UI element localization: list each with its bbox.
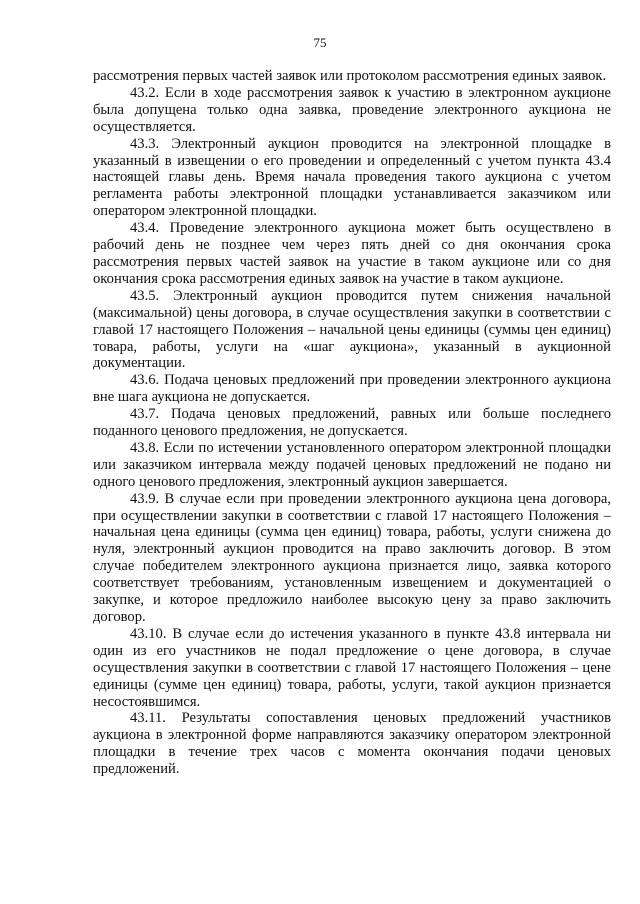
- paragraph-43-3: 43.3. Электронный аукцион проводится на электронной площадке в указанный в извещении о его проведении и определенный с учетом пункта 43.4 настоящей главы день. Время начала проведения такого аукциона с учетом регламента работы электронной площадки устанавливается заказчиком или оператором электронной площадки.: [93, 135, 611, 220]
- page-number: 75: [313, 35, 327, 50]
- paragraph-43-4: 43.4. Проведение электронного аукциона может быть осуществлено в рабочий день не позднее чем через пять дней со дня окончания срока рассмотрения первых частей заявок на участие в таком аукционе или со дня окончания срока рассмотрения единых заявок на участие в таком аукционе.: [93, 220, 611, 287]
- paragraph-43-9: 43.9. В случае если при проведении электронного аукциона цена договора, при осуществлении закупки в соответствии с главой 17 настоящего Положения – начальная цена единицы (сумма цен единиц) товара, работы, услуги снижена до нуля, электронный аукцион проводится на право заключить договор. В этом случае победителем электронного аукциона признается лицо, заявка которого соответствует требованиям, установленным извещением и документацией о закупке, и которое предложило наиболее высокую цену за право заключить договор.: [93, 490, 611, 625]
- paragraph-43-11: 43.11. Результаты сопоставления ценовых предложений участников аукциона в электронной форме направляются заказчику оператором электронной площадки в течение трех часов с момента окончания подачи ценовых предложений.: [93, 710, 611, 778]
- document-body: [93, 68, 611, 778]
- paragraph-43-10: 43.10. В случае если до истечения указанного в пункте 43.8 интервала ни один из его участников не подал предложение о цене договора, в случае осуществления закупки в соответствии с главой 17 настоящего Положения – цене единицы (сумме цен единиц) товара, работы, услуги, такой аукцион признается несостоявшимся.: [93, 625, 611, 710]
- paragraph-43-5: 43.5. Электронный аукцион проводится путем снижения начальной (максимальной) цены договора, в случае осуществления закупки в соответствии с главой 17 настоящего Положения – начальной цены единицы (суммы цен единиц) товара, работы, услуги на «шаг аукциона», указанный в аукционной документации.: [93, 287, 611, 372]
- paragraph-43-8: 43.8. Если по истечении установленного оператором электронной площадки или заказчиком интервала между подачей ценовых предложений не подано ни одного ценового предложения, электронный аукцион завершается.: [93, 439, 611, 490]
- paragraph-43-6: 43.6. Подача ценовых предложений при проведении электронного аукциона вне шага аукциона не допускается.: [93, 372, 611, 406]
- paragraph-continuation: рассмотрения первых частей заявок или протоколом рассмотрения единых заявок.: [93, 68, 607, 84]
- paragraph-43-7: 43.7. Подача ценовых предложений, равных или больше последнего поданного ценового предложения, не допускается.: [93, 406, 611, 440]
- paragraph-43-2: 43.2. Если в ходе рассмотрения заявок к участию в электронном аукционе была допущена только одна заявка, проведение электронного аукциона не осуществляется.: [93, 84, 611, 135]
